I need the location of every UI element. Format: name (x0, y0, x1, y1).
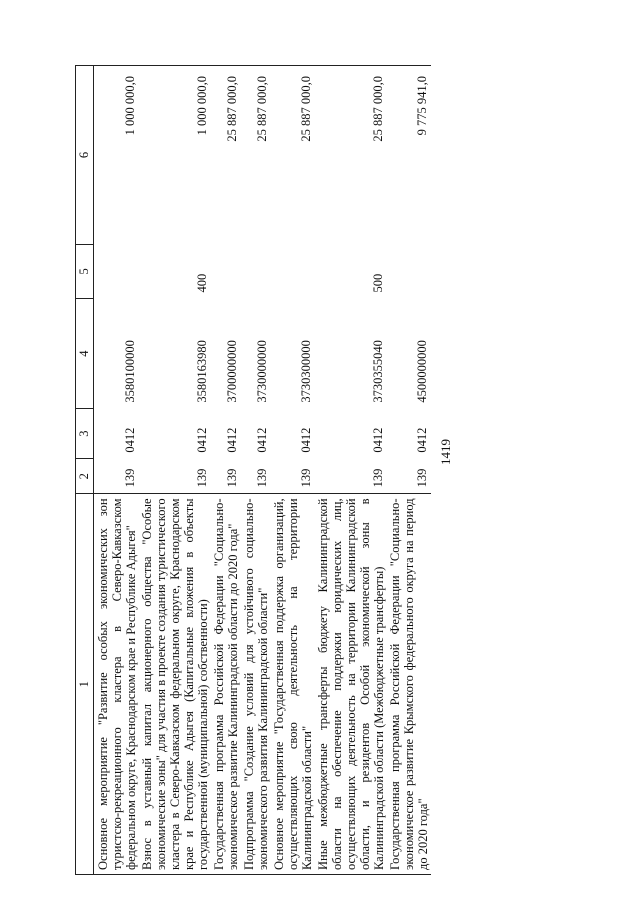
row-section: 0412 (195, 427, 209, 453)
row-ministry: 139 (299, 468, 313, 488)
budget-table-rotated (75, 65, 635, 875)
row-target: 3580163980 (195, 340, 209, 403)
table-row (94, 66, 140, 875)
page-number: 1419 (438, 439, 453, 465)
row-section: 0412 (371, 427, 385, 453)
header-col-2: 2 (76, 459, 94, 494)
header-col-1: 1 (76, 494, 94, 875)
row-expense-type (387, 244, 431, 298)
row-expense-type (271, 244, 315, 298)
header-col-3: 3 (76, 409, 94, 459)
row-ministry: 139 (225, 468, 239, 488)
row-ministry: 139 (415, 468, 429, 488)
row-expense-type (211, 244, 241, 298)
row-name: Государственная программа Российской Федерации "Социально-экономическое развитие Крымского федерального округа на период до 2020 года" (387, 494, 431, 875)
row-expense-type: 400 (195, 273, 209, 293)
row-amount: 9 775 941,0 (387, 66, 431, 245)
header-col-5: 5 (76, 244, 94, 298)
row-ministry: 139 (123, 468, 137, 488)
budget-table (75, 65, 431, 875)
table-row (241, 66, 271, 875)
row-amount: 1 000 000,0 (139, 66, 211, 245)
header-row (76, 66, 94, 875)
row-amount: 1 000 000,0 (94, 66, 140, 245)
table-row (387, 66, 431, 875)
row-expense-type (241, 244, 271, 298)
table-row (271, 66, 315, 875)
row-section: 0412 (255, 427, 269, 453)
row-section: 0412 (415, 427, 429, 453)
row-target: 3730300000 (299, 340, 313, 403)
row-amount: 25 887 000,0 (271, 66, 315, 245)
row-ministry: 139 (255, 468, 269, 488)
table-row (315, 66, 387, 875)
row-amount: 25 887 000,0 (241, 66, 271, 245)
row-expense-type: 500 (371, 273, 385, 293)
table-row (211, 66, 241, 875)
header-col-6: 6 (76, 66, 94, 245)
row-name: Основное мероприятие "Государственная поддержка организаций, осуществляющих свою деятельность на территории Калининградской области" (271, 494, 315, 875)
row-amount: 25 887 000,0 (211, 66, 241, 245)
row-name: Государственная программа Российской Федерации "Социально-экономическое развитие Калининградской области до 2020 года" (211, 494, 241, 875)
row-section: 0412 (225, 427, 239, 453)
row-expense-type (94, 244, 140, 298)
row-name: Подпрограмма "Создание условий для устойчивого социально-экономического развития Калининградской области" (241, 494, 271, 875)
table-row (139, 66, 211, 875)
row-name: Взнос в уставный капитал акционерного общества "Особые экономические зоны" для участия в проекте создания туристического кластера в Северо-Кавказском федеральном округе, Краснодарском крае и Республике Адыгея (Капитальные вложения в объекты государственной (муниципальной) собственности) (139, 494, 211, 875)
row-section: 0412 (299, 427, 313, 453)
row-target: 3700000000 (225, 340, 239, 403)
row-name: Основное мероприятие "Развитие особых экономических зон туристско-рекреационного кластера в Северо-Кавказском федеральном округе, Краснодарском крае и Республике Адыгея" (94, 494, 140, 875)
row-target: 3580100000 (123, 340, 137, 403)
row-target: 3730000000 (255, 340, 269, 403)
row-ministry: 139 (371, 468, 385, 488)
row-name: Иные межбюджетные трансферты бюджету Калининградской области на обеспечение поддержки юридических лиц, осуществляющих деятельность на территории Калининградской области, и резидентов Особой экономической зоны в Калининградской области (Межбюджетные трансферты) (315, 494, 387, 875)
row-ministry: 139 (195, 468, 209, 488)
row-section: 0412 (123, 427, 137, 453)
row-target: 4500000000 (415, 340, 429, 403)
row-amount: 25 887 000,0 (315, 66, 387, 245)
row-target: 3730355040 (371, 340, 385, 403)
header-col-4: 4 (76, 298, 94, 408)
